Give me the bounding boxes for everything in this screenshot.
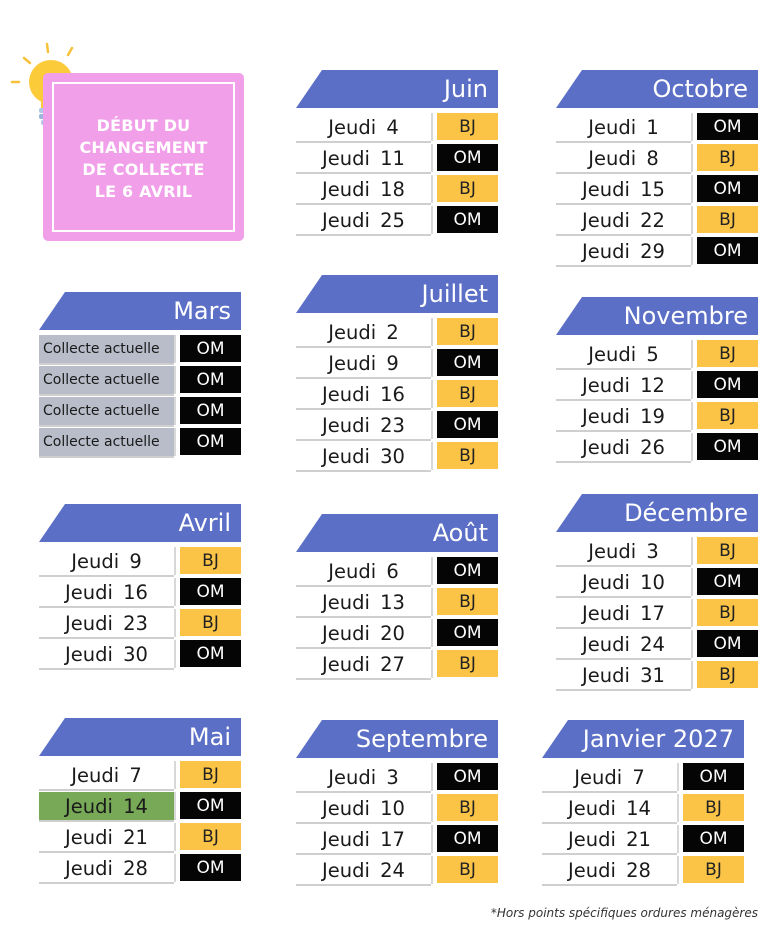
collection-day: Jeudi 22 bbox=[556, 206, 691, 234]
notice-text: DÉBUT DU CHANGEMENT DE COLLECTE LE 6 AVRIL bbox=[79, 116, 208, 201]
collection-day: Jeudi 9 bbox=[39, 547, 174, 575]
schedule-row bbox=[296, 411, 498, 442]
schedule-row bbox=[556, 433, 758, 464]
schedule-row bbox=[556, 175, 758, 206]
bj-badge: BJ bbox=[437, 588, 498, 615]
schedule-row bbox=[556, 237, 758, 268]
collection-day: Jeudi 19 bbox=[556, 402, 691, 430]
bj-badge: BJ bbox=[180, 609, 241, 636]
collection-day: Collecte actuelle bbox=[39, 428, 174, 456]
bj-badge: BJ bbox=[437, 856, 498, 883]
collection-change-notice bbox=[43, 73, 244, 241]
bj-badge: BJ bbox=[180, 547, 241, 574]
collection-day: Jeudi 23 bbox=[39, 609, 174, 637]
collection-day: Jeudi 30 bbox=[39, 640, 174, 668]
collection-day: Jeudi 4 bbox=[296, 113, 431, 141]
collection-day: Jeudi 3 bbox=[296, 763, 431, 791]
schedule-row bbox=[556, 144, 758, 175]
collection-day: Collecte actuelle bbox=[39, 397, 174, 425]
collection-day: Jeudi 18 bbox=[296, 175, 431, 203]
om-badge: OM bbox=[180, 640, 241, 667]
month-block-juin bbox=[296, 70, 498, 237]
collection-day: Jeudi 16 bbox=[39, 578, 174, 606]
schedule-row bbox=[39, 366, 241, 397]
collection-day: Jeudi 14 bbox=[39, 792, 174, 820]
month-header bbox=[296, 70, 498, 108]
month-name: Avril bbox=[178, 509, 231, 537]
om-badge: OM bbox=[683, 825, 744, 852]
schedule-row bbox=[556, 661, 758, 692]
bj-badge: BJ bbox=[683, 856, 744, 883]
month-name: Mai bbox=[188, 723, 231, 751]
om-badge: OM bbox=[180, 578, 241, 605]
om-badge: OM bbox=[697, 371, 758, 398]
month-header bbox=[296, 275, 498, 313]
bj-badge: BJ bbox=[697, 599, 758, 626]
collection-day: Jeudi 26 bbox=[556, 433, 691, 461]
collection-day: Jeudi 21 bbox=[542, 825, 677, 853]
bj-badge: BJ bbox=[180, 761, 241, 788]
schedule-row bbox=[296, 619, 498, 650]
month-block-novembre bbox=[556, 297, 758, 464]
collection-day: Jeudi 14 bbox=[542, 794, 677, 822]
om-badge: OM bbox=[180, 335, 241, 362]
schedule-row bbox=[542, 856, 744, 887]
schedule-row bbox=[556, 340, 758, 371]
bj-badge: BJ bbox=[437, 380, 498, 407]
schedule-row bbox=[296, 113, 498, 144]
schedule-row bbox=[39, 578, 241, 609]
month-name: Juin bbox=[443, 75, 488, 103]
month-block-mars bbox=[39, 292, 241, 459]
month-header bbox=[39, 504, 241, 542]
month-name: Décembre bbox=[624, 499, 748, 527]
om-badge: OM bbox=[697, 113, 758, 140]
collection-day: Jeudi 12 bbox=[556, 371, 691, 399]
schedule-row bbox=[296, 206, 498, 237]
schedule-row bbox=[296, 442, 498, 473]
om-badge: OM bbox=[180, 428, 241, 455]
om-badge: OM bbox=[180, 792, 241, 819]
bj-badge: BJ bbox=[697, 206, 758, 233]
month-name: Juillet bbox=[421, 280, 488, 308]
collection-day: Jeudi 31 bbox=[556, 661, 691, 689]
schedule-row bbox=[296, 856, 498, 887]
month-block-aout bbox=[296, 514, 498, 681]
om-badge: OM bbox=[437, 144, 498, 171]
schedule-row bbox=[556, 568, 758, 599]
om-badge: OM bbox=[683, 763, 744, 790]
collection-day: Jeudi 16 bbox=[296, 380, 431, 408]
month-block-septembre bbox=[296, 720, 498, 887]
om-badge: OM bbox=[437, 411, 498, 438]
bj-badge: BJ bbox=[437, 650, 498, 677]
month-block-octobre bbox=[556, 70, 758, 268]
om-badge: OM bbox=[437, 206, 498, 233]
collection-day: Jeudi 9 bbox=[296, 349, 431, 377]
month-header bbox=[296, 514, 498, 552]
schedule-row bbox=[556, 113, 758, 144]
collection-day: Jeudi 11 bbox=[296, 144, 431, 172]
schedule-row bbox=[296, 650, 498, 681]
om-badge: OM bbox=[437, 557, 498, 584]
bj-badge: BJ bbox=[437, 794, 498, 821]
bj-badge: BJ bbox=[437, 175, 498, 202]
bj-badge: BJ bbox=[180, 823, 241, 850]
month-block-janvier-2027 bbox=[542, 720, 744, 887]
collection-day: Jeudi 2 bbox=[296, 318, 431, 346]
collection-day: Jeudi 10 bbox=[296, 794, 431, 822]
collection-day: Jeudi 21 bbox=[39, 823, 174, 851]
month-header bbox=[556, 494, 758, 532]
collection-day: Jeudi 17 bbox=[556, 599, 691, 627]
collection-day: Jeudi 10 bbox=[556, 568, 691, 596]
om-badge: OM bbox=[437, 619, 498, 646]
schedule-row bbox=[296, 318, 498, 349]
collection-day: Jeudi 20 bbox=[296, 619, 431, 647]
schedule-row bbox=[556, 206, 758, 237]
schedule-row bbox=[556, 537, 758, 568]
month-header bbox=[39, 292, 241, 330]
schedule-row bbox=[296, 825, 498, 856]
collection-day: Jeudi 13 bbox=[296, 588, 431, 616]
collection-day: Jeudi 27 bbox=[296, 650, 431, 678]
schedule-row bbox=[542, 763, 744, 794]
schedule-row bbox=[39, 428, 241, 459]
collection-day: Jeudi 24 bbox=[296, 856, 431, 884]
om-badge: OM bbox=[697, 433, 758, 460]
collection-day: Jeudi 23 bbox=[296, 411, 431, 439]
om-badge: OM bbox=[697, 630, 758, 657]
om-badge: OM bbox=[180, 854, 241, 881]
bj-badge: BJ bbox=[683, 794, 744, 821]
om-badge: OM bbox=[697, 237, 758, 264]
month-header bbox=[542, 720, 744, 758]
collection-day: Jeudi 29 bbox=[556, 237, 691, 265]
month-name: Octobre bbox=[652, 75, 748, 103]
bj-badge: BJ bbox=[697, 402, 758, 429]
collection-day: Jeudi 17 bbox=[296, 825, 431, 853]
month-name: Août bbox=[432, 519, 488, 547]
schedule-row bbox=[296, 380, 498, 411]
collection-day: Jeudi 15 bbox=[556, 175, 691, 203]
schedule-row bbox=[39, 335, 241, 366]
om-badge: OM bbox=[180, 397, 241, 424]
schedule-row bbox=[556, 630, 758, 661]
schedule-row bbox=[296, 763, 498, 794]
schedule-row bbox=[542, 825, 744, 856]
schedule-row bbox=[556, 371, 758, 402]
schedule-row bbox=[542, 794, 744, 825]
schedule-row bbox=[39, 547, 241, 578]
schedule-row bbox=[39, 761, 241, 792]
collection-day: Collecte actuelle bbox=[39, 366, 174, 394]
schedule-row bbox=[296, 588, 498, 619]
collection-day: Jeudi 3 bbox=[556, 537, 691, 565]
month-name: Septembre bbox=[355, 725, 488, 753]
bj-badge: BJ bbox=[697, 661, 758, 688]
footnote: *Hors points spécifiques ordures ménagères bbox=[490, 906, 758, 920]
bj-badge: BJ bbox=[697, 537, 758, 564]
om-badge: OM bbox=[697, 175, 758, 202]
collection-day: Jeudi 24 bbox=[556, 630, 691, 658]
month-block-decembre bbox=[556, 494, 758, 692]
om-badge: OM bbox=[437, 349, 498, 376]
schedule-row bbox=[556, 599, 758, 630]
bj-badge: BJ bbox=[437, 318, 498, 345]
schedule-row bbox=[39, 854, 241, 885]
collection-day: Jeudi 28 bbox=[39, 854, 174, 882]
month-header bbox=[556, 297, 758, 335]
month-name: Janvier 2027 bbox=[582, 725, 734, 753]
month-name: Mars bbox=[173, 297, 231, 325]
collection-day: Jeudi 28 bbox=[542, 856, 677, 884]
bj-badge: BJ bbox=[697, 144, 758, 171]
om-badge: OM bbox=[180, 366, 241, 393]
collection-day: Jeudi 8 bbox=[556, 144, 691, 172]
om-badge: OM bbox=[697, 568, 758, 595]
collection-day: Jeudi 30 bbox=[296, 442, 431, 470]
om-badge: OM bbox=[437, 763, 498, 790]
collection-day: Jeudi 7 bbox=[39, 761, 174, 789]
bj-badge: BJ bbox=[697, 340, 758, 367]
month-block-avril bbox=[39, 504, 241, 671]
schedule-row bbox=[39, 609, 241, 640]
schedule-row bbox=[39, 640, 241, 671]
month-header bbox=[296, 720, 498, 758]
schedule-row bbox=[39, 397, 241, 428]
schedule-row bbox=[39, 823, 241, 854]
month-header bbox=[556, 70, 758, 108]
month-block-juillet bbox=[296, 275, 498, 473]
collection-day: Collecte actuelle bbox=[39, 335, 174, 363]
schedule-row bbox=[296, 175, 498, 206]
month-header bbox=[39, 718, 241, 756]
bj-badge: BJ bbox=[437, 113, 498, 140]
bj-badge: BJ bbox=[437, 442, 498, 469]
collection-day: Jeudi 6 bbox=[296, 557, 431, 585]
collection-day: Jeudi 5 bbox=[556, 340, 691, 368]
month-block-mai bbox=[39, 718, 241, 885]
schedule-row bbox=[296, 557, 498, 588]
om-badge: OM bbox=[437, 825, 498, 852]
month-name: Novembre bbox=[623, 302, 748, 330]
collection-day: Jeudi 7 bbox=[542, 763, 677, 791]
schedule-row bbox=[296, 794, 498, 825]
schedule-row bbox=[39, 792, 241, 823]
schedule-row bbox=[556, 402, 758, 433]
collection-day: Jeudi 25 bbox=[296, 206, 431, 234]
schedule-row bbox=[296, 144, 498, 175]
collection-day: Jeudi 1 bbox=[556, 113, 691, 141]
schedule-row bbox=[296, 349, 498, 380]
